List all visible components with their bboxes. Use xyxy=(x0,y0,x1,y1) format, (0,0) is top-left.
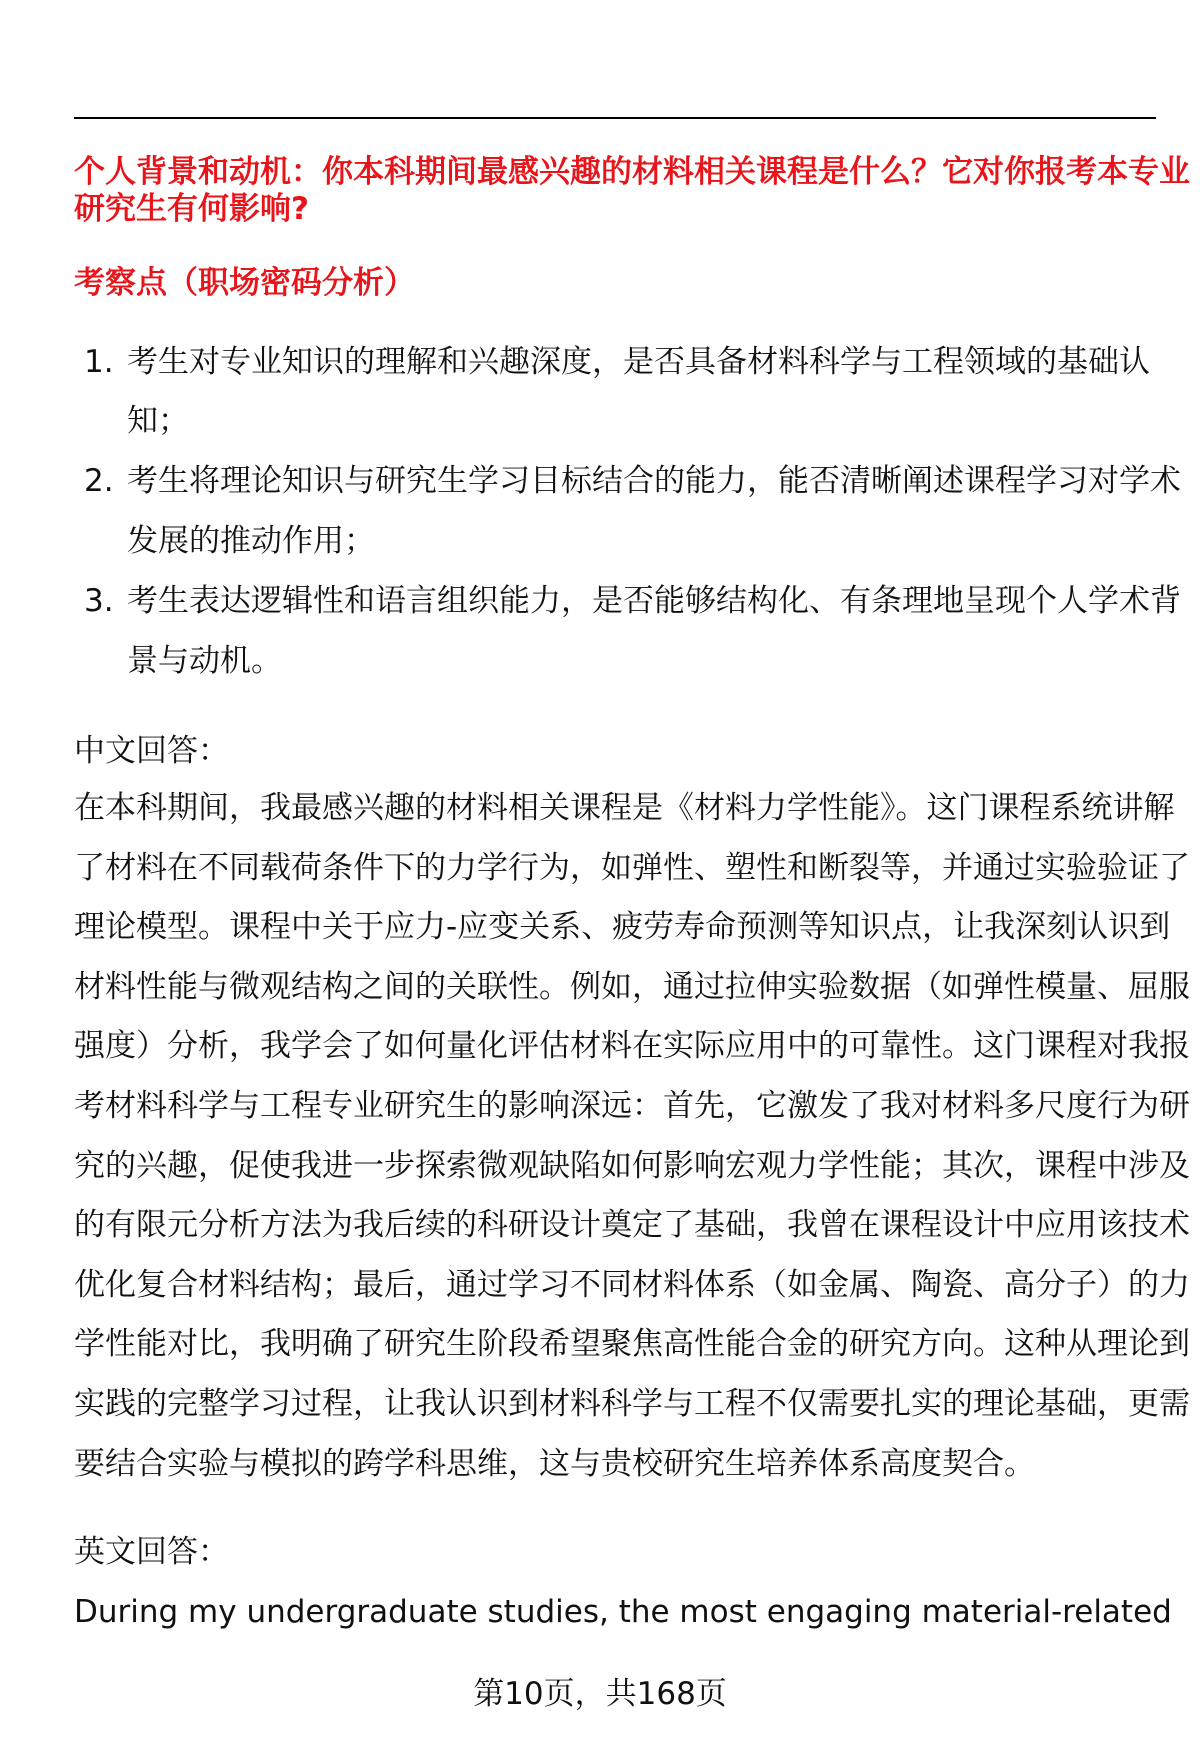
english-answer-label: 英文回答： xyxy=(74,1534,229,1570)
chinese-answer-line: 强度）分析，我学会了如何量化评估材料在实际应用中的可靠性。这门课程对我报 xyxy=(74,1028,1190,1065)
question-title-line-2: 研究生有何影响? xyxy=(74,191,309,227)
chinese-answer-label: 中文回答： xyxy=(74,733,229,769)
point-number-2: 2. xyxy=(84,463,114,499)
chinese-answer-line: 了材料在不同载荷条件下的力学行为，如弹性、塑性和断裂等，并通过实验验证了 xyxy=(74,849,1190,886)
question-title-line-1: 个人背景和动机：你本科期间最感兴趣的材料相关课程是什么？它对你报考本专业 xyxy=(74,154,1190,190)
chinese-answer-line: 究的兴趣，促使我进一步探索微观缺陷如何影响宏观力学性能；其次，课程中涉及 xyxy=(74,1147,1190,1184)
analysis-heading: 考察点（职场密码分析） xyxy=(74,265,415,301)
point-2-line-2: 发展的推动作用； xyxy=(127,523,375,559)
chinese-answer-line: 学性能对比，我明确了研究生阶段希望聚焦高性能合金的研究方向。这种从理论到 xyxy=(74,1326,1190,1363)
point-1-line-2: 知； xyxy=(127,403,189,439)
chinese-answer-line: 考材料科学与工程专业研究生的影响深远：首先，它激发了我对材料多尺度行为研 xyxy=(74,1088,1190,1124)
chinese-answer-line: 实践的完整学习过程，让我认识到材料科学与工程不仅需要扎实的理论基础，更需 xyxy=(74,1386,1190,1422)
chinese-answer-line: 在本科期间，我最感兴趣的材料相关课程是《材料力学性能》。这门课程系统讲解 xyxy=(74,790,1175,826)
point-3-line-2: 景与动机。 xyxy=(127,643,282,679)
chinese-answer-line: 要结合实验与模拟的跨学科思维，这与贵校研究生培养体系高度契合。 xyxy=(74,1445,1035,1482)
chinese-answer-line: 的有限元分析方法为我后续的科研设计奠定了基础，我曾在课程设计中应用该技术 xyxy=(74,1207,1190,1244)
header-rule xyxy=(74,117,1156,119)
point-2-line-1: 考生将理论知识与研究生学习目标结合的能力，能否清晰阐述课程学习对学术 xyxy=(127,463,1181,499)
chinese-answer-line: 理论模型。课程中关于应力-应变关系、疲劳寿命预测等知识点，让我深刻认识到 xyxy=(74,909,1171,946)
chinese-answer-line: 优化复合材料结构；最后，通过学习不同材料体系（如金属、陶瓷、高分子）的力 xyxy=(74,1266,1190,1303)
english-answer-line-1: During my undergraduate studies, the most engaging material-related xyxy=(74,1594,1172,1630)
point-number-1: 1. xyxy=(84,344,114,380)
chinese-answer-line: 材料性能与微观结构之间的关联性。例如，通过拉伸实验数据（如弹性模量、屈服 xyxy=(74,968,1190,1005)
point-3-line-1: 考生表达逻辑性和语言组织能力，是否能够结构化、有条理地呈现个人学术背 xyxy=(127,583,1181,619)
point-number-3: 3. xyxy=(84,583,114,619)
page-number: 第10页，共168页 xyxy=(473,1676,727,1712)
point-1-line-1: 考生对专业知识的理解和兴趣深度，是否具备材料科学与工程领域的基础认 xyxy=(127,344,1150,380)
